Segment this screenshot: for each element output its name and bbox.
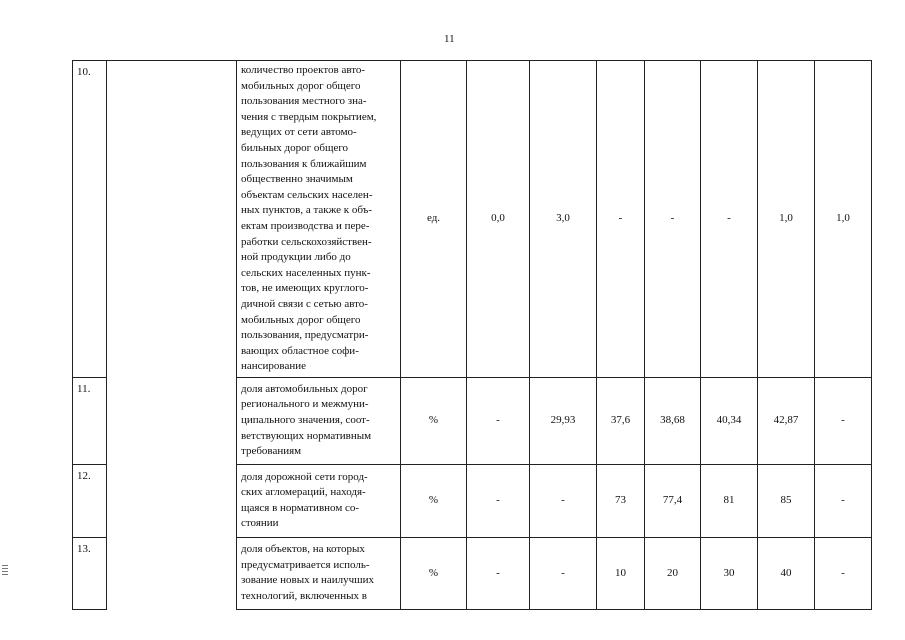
value-cell: 38,68 (645, 377, 701, 464)
value-cell: - (701, 61, 758, 378)
value-cell: 10 (597, 537, 645, 609)
value-cell: 37,6 (597, 377, 645, 464)
value-cell: 1,0 (758, 61, 815, 378)
scan-margin-marks (2, 565, 8, 577)
value-cell: - (467, 537, 530, 609)
value-cell: - (815, 537, 872, 609)
row-number: 10. (73, 61, 107, 378)
indicator-description: доля автомобильных дорог регионального и межмуни- ципального значения, соот- ветствующих нормативным требованиям (237, 377, 401, 464)
value-cell: 77,4 (645, 464, 701, 537)
value-cell: 0,0 (467, 61, 530, 378)
indicator-description: доля объектов, на которых предусматривается исполь- зование новых и наилучших технологий, включенных в (237, 537, 401, 609)
value-cell: - (597, 61, 645, 378)
unit-cell: % (401, 537, 467, 609)
unit-cell: % (401, 377, 467, 464)
value-cell: 3,0 (530, 61, 597, 378)
value-cell: - (530, 537, 597, 609)
value-cell: 20 (645, 537, 701, 609)
value-cell: 42,87 (758, 377, 815, 464)
merged-empty-cell (107, 61, 237, 610)
value-cell: - (645, 61, 701, 378)
value-cell: 29,93 (530, 377, 597, 464)
value-cell: 40,34 (701, 377, 758, 464)
row-number: 12. (73, 464, 107, 537)
value-cell: 85 (758, 464, 815, 537)
indicators-table (72, 60, 872, 610)
value-cell: - (815, 464, 872, 537)
value-cell: - (530, 464, 597, 537)
indicator-description: количество проектов авто- мобильных дорог общего пользования местного зна- чения с твердым покрытием, ведущих от сети автомо- бильных дорог общего пользования к ближайшим общественно значимым объектам сельских населен- ных пунктов, а также к объ- ектам производства и пере- работки сельскохозяйствен- ной продукции либо до сельских населенных пунк- тов, не имеющих круглого- дичной связи с сетью авто- мобильных дорог общего пользования, предусматри- вающих областное софи- нансирование (237, 61, 401, 378)
table-row (73, 61, 872, 378)
value-cell: 81 (701, 464, 758, 537)
value-cell: - (467, 377, 530, 464)
indicator-description: доля дорожной сети город- ских агломераций, находя- щаяся в нормативном со- стоянии (237, 464, 401, 537)
value-cell: 1,0 (815, 61, 872, 378)
value-cell: 40 (758, 537, 815, 609)
row-number: 11. (73, 377, 107, 464)
value-cell: 73 (597, 464, 645, 537)
page-number: 11 (444, 33, 455, 45)
row-number: 13. (73, 537, 107, 609)
unit-cell: ед. (401, 61, 467, 378)
value-cell: - (815, 377, 872, 464)
value-cell: - (467, 464, 530, 537)
value-cell: 30 (701, 537, 758, 609)
unit-cell: % (401, 464, 467, 537)
